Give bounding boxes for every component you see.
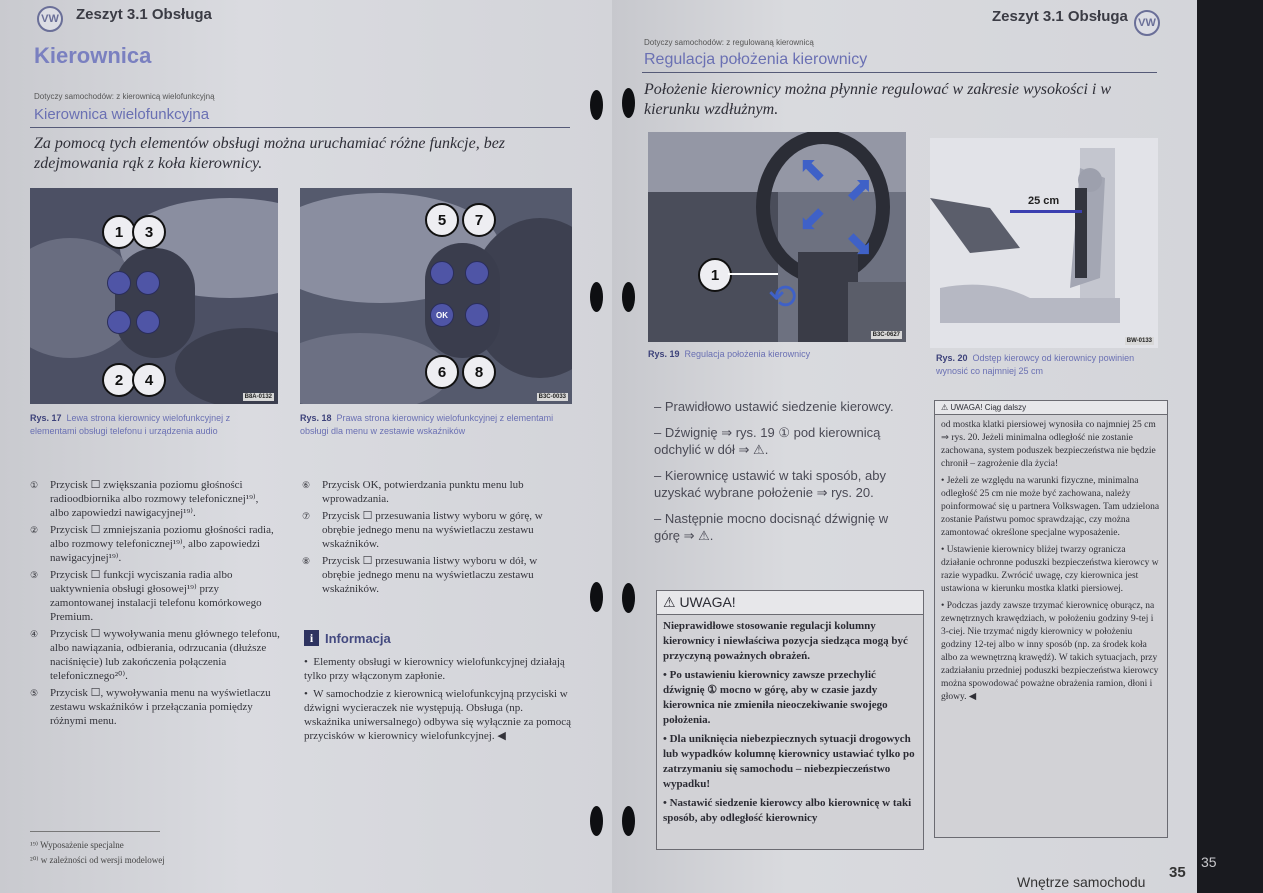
footnote: ¹⁹⁾ Wyposażenie specjalne	[30, 840, 124, 850]
figure-20-caption: Rys. 20 Odstęp kierowcy od kierownicy powinien wynosić co najmniej 25 cm	[936, 353, 1135, 376]
adjust-down-arrow-icon: ⬊	[845, 224, 874, 264]
footnote-rule	[30, 831, 160, 832]
lead-text: Położenie kierownicy można płynnie regulować w zakresie wysokości i w kierunku wzdłużnym.	[644, 81, 1112, 118]
scroll-up-button	[465, 261, 489, 285]
section-rule	[642, 72, 1157, 73]
applies-to-note: Dotyczy samochodów: z kierownicą wielofunkcyjną	[34, 92, 215, 101]
binder-hole	[622, 282, 635, 312]
volume-up-button	[107, 271, 131, 295]
callout-6: 6	[425, 355, 459, 389]
step: – Dźwignię ⇒ rys. 19 ① pod kierownicą odchylić w dół ⇒ ⚠.	[654, 425, 881, 457]
callout-line	[728, 273, 778, 275]
binder-hole	[590, 90, 603, 120]
footer-section: Wnętrze samochodu	[1017, 874, 1146, 890]
phone-button	[136, 310, 160, 334]
section-title: Kierownica wielofunkcyjna	[34, 106, 210, 123]
distance-line	[1010, 210, 1082, 213]
figure-code: B3C-0033	[538, 394, 566, 400]
figure-17-caption: Rys. 17 Lewa strona kierownicy wielofunkcyjnej z elementami obsługi telefonu i urządzenia audio	[30, 413, 231, 436]
page-number: 35	[1169, 864, 1186, 881]
callout-2: 2	[102, 363, 136, 397]
figure-17-image	[30, 188, 278, 404]
figure-code: BW-0133	[1126, 338, 1152, 344]
callout-7: 7	[462, 203, 496, 237]
warning-continued-box	[934, 400, 1168, 838]
list-item: ⑧ Przycisk ☐ przesuwania listwy wyboru w dół, w obrębie jednego menu na wyświetlaczu zestawu wskaźników.	[302, 555, 538, 595]
binder-hole	[590, 282, 603, 312]
list-item: ② Przycisk ☐ zmniejszania poziomu głośności radia, albo rozmowy telefonicznej¹⁹⁾, albo zapowiedzi nawigacyjnej¹⁹⁾.	[30, 524, 274, 564]
callout-1: 1	[102, 215, 136, 249]
figure-20-image	[930, 138, 1158, 348]
lead-text: Za pomocą tych elementów obsługi można uruchamiać różne funkcje, bez zdejmowania rąk z koła kierownicy.	[34, 135, 506, 172]
lever-arrow-icon: ⟲	[768, 277, 797, 317]
info-icon: i	[304, 630, 319, 646]
binder-hole	[590, 806, 603, 836]
background-edge	[1197, 0, 1263, 893]
list-item: ⑤ Przycisk ☐, wywoływania menu na wyświetlaczu zestawu wskaźników i przełączania pomiędzy różnymi menu.	[30, 687, 271, 727]
list-item: ④ Przycisk ☐ wywoływania menu głównego telefonu, albo nawiązania, odbierania, odrzucania (dłuższe naciśnięcie) lub zakończenia połączenia telefonicznego²⁰⁾.	[30, 628, 280, 682]
info-bullets	[304, 655, 572, 747]
binder-hole	[622, 806, 635, 836]
distance-label: 25 cm	[1028, 195, 1060, 207]
menu-button	[430, 261, 454, 285]
adjust-up-right-arrow-icon: ⬈	[845, 169, 874, 209]
controls-list-left	[30, 478, 280, 731]
figure-code: B3C-0627	[872, 332, 900, 338]
running-header: Zeszyt 3.1 Obsługa	[992, 8, 1128, 25]
footnote: ²⁰⁾ w zależności od wersji modelowej	[30, 855, 165, 865]
binder-hole	[622, 583, 635, 613]
step: – Następnie mocno docisnąć dźwignię w górę ⇒ ⚠.	[654, 511, 889, 543]
warning-box	[656, 590, 924, 850]
warning-heading: ⚠ UWAGA!	[657, 591, 923, 615]
scroll-down-button	[465, 303, 489, 327]
next-page-number: 35	[1201, 854, 1217, 870]
step: – Kierownicę ustawić w taki sposób, aby uzyskać wybrane położenie ⇒ rys. 20.	[654, 468, 886, 500]
applies-to-note: Dotyczy samochodów: z regulowaną kierownicą	[644, 38, 814, 47]
vw-logo-icon: VW	[37, 6, 63, 32]
callout-1: 1	[698, 258, 732, 292]
section-rule	[30, 127, 570, 128]
info-heading: i Informacja	[304, 630, 391, 646]
info-bullet: • Elementy obsługi w kierownicy wielofunkcyjnej działają tylko przy włączonym zapłonie.	[304, 656, 565, 682]
running-header: Zeszyt 3.1 Obsługa	[76, 6, 212, 23]
warning-text: Nieprawidłowe stosowanie regulacji kolumny kierownicy i niewłaściwa pozycja siedząca mogą być przyczyną poważnych obrażeń. • Po ustawieniu kierownicy zawsze przechylić dźwignię ① mocno w górę, aby w czasie jazdy kierownica nie zmieniła nieoczekiwanie swojego położenia. • Dla uniknięcia niebezpiecznych sytuacji drogowych lub wypadków kolumnę kierownicy ustawiać tylko po zatrzymaniu się samochodu – niebezpieczeństwo wypadku! • Nastawić siedzenie kierowcy albo kierownicę w taki sposób, aby odległość kierownicy	[663, 620, 915, 824]
warning-continued-text: od mostka klatki piersiowej wynosiła co najmniej 25 cm ⇒ rys. 20. Jeżeli minimalna odległość nie zostanie zachowana, system poduszek bezpieczeństwa nie będzie chronił – zagrożenie dla życia! • Jeżeli ze względu na warunki fizyczne, minimalna odległość 25 cm nie może być zachowana, należy poinformować się u partnera Volkswagen. Tam udzielona zostanie Państwu pomoc sprawdzając, czy można zamontować określone specjalne wyposażenie. • Ustawienie kierownicy bliżej twarzy ogranicza działanie ochronne poduszki bezpieczeństwa kierowcy w razie wypadku. Zwrócić uwagę, czy kierownica jest ustawiona w kierunku mostka klatki piersiowej. • Podczas jazdy zawsze trzymać kierownicę oburącz, na zewnętrznych krawędziach, w położeniu godziny 9-tej i 3-ciej. Nie trzymać nigdy kierownicy w położeniu godziny 12-tej albo w inny sposób (np. za środek koła albo za wewnętrzną krawędź). W takich sytuacjach, przy zadziałaniu przedniej poduszki bezpieczeństwa kierowcy można spowodować poważne obrażenia ramion, dłoni i głowy. ◀	[941, 420, 1160, 702]
footnotes	[30, 838, 165, 868]
info-bullet: • W samochodzie z kierownicą wielofunkcyjną przyciski w dźwigni wycieraczek nie występują. Obsługa (np. wskaźnika uniwersalnego) odbywa się wyłącznie za pomocą przycisków w kierownicy wielofunkcyjnej. ◀	[304, 688, 571, 742]
figure-18-image	[300, 188, 572, 404]
figure-code: B8A-0132	[244, 394, 272, 400]
list-item: ① Przycisk ☐ zwiększania poziomu głośności radioodbiornika albo rozmowy telefonicznej¹⁹⁾, albo zapowiedzi nawigacyjnej¹⁹⁾.	[30, 479, 259, 519]
callout-8: 8	[462, 355, 496, 389]
callout-5: 5	[425, 203, 459, 237]
mic-button	[136, 271, 160, 295]
adjust-up-left-arrow-icon: ⬉	[798, 149, 827, 189]
page-title: Kierownica	[34, 43, 152, 68]
callout-4: 4	[132, 363, 166, 397]
list-item: ③ Przycisk ☐ funkcji wyciszania radia albo uaktywnienia obsługi głosowej¹⁹⁾ przy zamontowanej instalacji telefonu komórkowego Premium.	[30, 569, 262, 623]
ok-button: OK	[430, 303, 454, 327]
vw-logo-icon: VW	[1134, 10, 1160, 36]
step: – Prawidłowo ustawić siedzenie kierowcy.	[654, 399, 894, 414]
figure-18-caption: Rys. 18 Prawa strona kierownicy wielofunkcyjnej z elementami obsługi dla menu w zestawie wskaźników	[300, 413, 554, 436]
callout-3: 3	[132, 215, 166, 249]
controls-list-right	[302, 478, 570, 599]
list-item: ⑥ Przycisk OK, potwierdzania punktu menu lub wprowadzania.	[302, 479, 524, 505]
warning-continued-heading: ⚠ UWAGA! Ciąg dalszy	[935, 401, 1167, 415]
adjust-down-left-arrow-icon: ⬋	[798, 199, 827, 239]
right-page	[612, 0, 1197, 893]
volume-down-button	[107, 310, 131, 334]
section-title: Regulacja położenia kierownicy	[644, 51, 868, 68]
steps-list	[654, 398, 916, 553]
binder-hole	[622, 88, 635, 118]
binder-hole	[590, 582, 603, 612]
list-item: ⑦ Przycisk ☐ przesuwania listwy wyboru w górę, w obrębie jednego menu na wyświetlaczu zestawu wskaźników.	[302, 510, 543, 550]
left-page	[0, 0, 612, 893]
figure-19-caption: Rys. 19 Regulacja położenia kierownicy	[648, 349, 811, 359]
figure-19-image	[648, 132, 906, 342]
